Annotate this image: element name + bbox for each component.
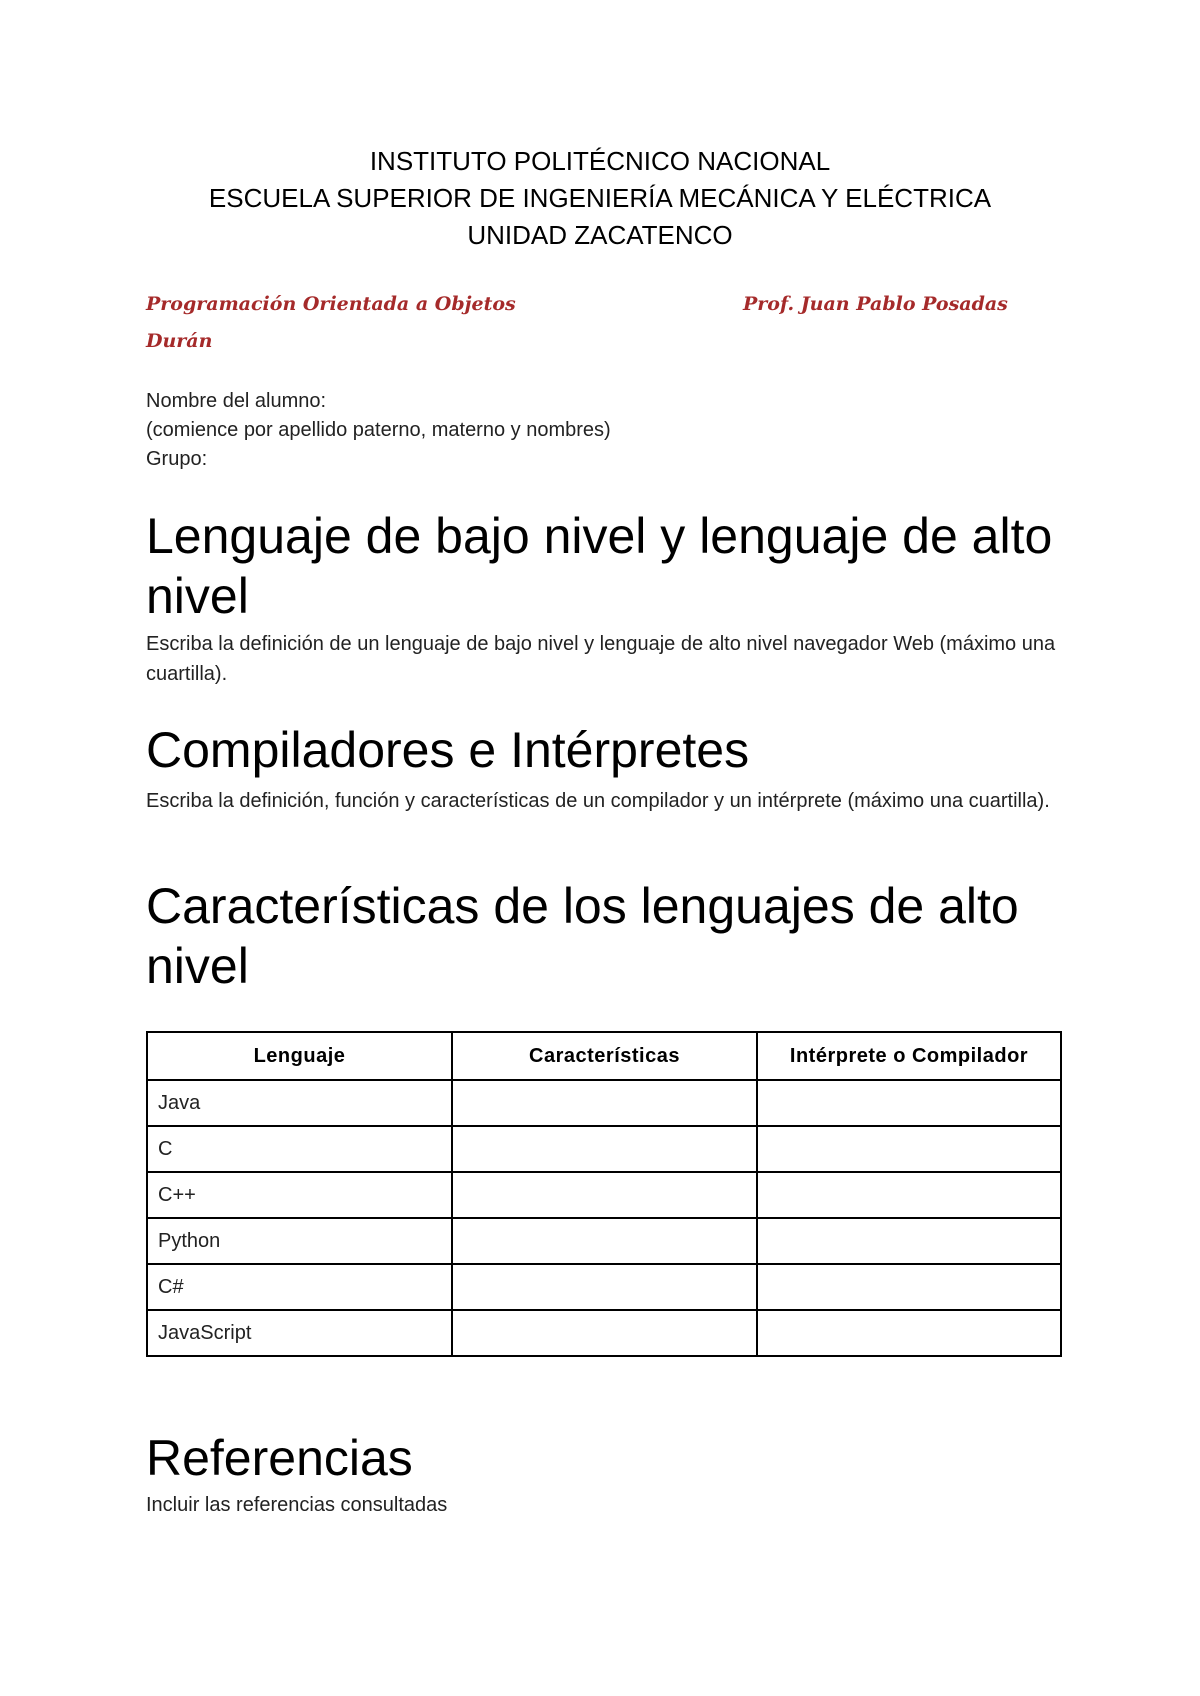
table-cell-language: C	[147, 1126, 452, 1172]
table-cell-characteristics[interactable]	[452, 1126, 757, 1172]
languages-table	[146, 1031, 1062, 1357]
group-label: Grupo:	[146, 448, 208, 470]
table-cell-type[interactable]	[757, 1080, 1061, 1126]
table-row	[147, 1126, 1061, 1172]
table-header-interprete-compilador: Intérprete o Compilador	[757, 1032, 1061, 1080]
table-row	[147, 1172, 1061, 1218]
table-row	[147, 1218, 1061, 1264]
professor-name: Prof. Juan Pablo Posadas	[743, 293, 1008, 315]
table-cell-characteristics[interactable]	[452, 1264, 757, 1310]
table-header-lenguaje: Lenguaje	[147, 1032, 452, 1080]
table-cell-type[interactable]	[757, 1126, 1061, 1172]
table-cell-language: Java	[147, 1080, 452, 1126]
table-cell-characteristics[interactable]	[452, 1310, 757, 1356]
campus-name: UNIDAD ZACATENCO	[467, 220, 733, 250]
section-title-referencias: Referencias	[146, 1430, 413, 1486]
student-name-hint: (comience por apellido paterno, materno y nombres)	[146, 419, 611, 441]
section-title-caracteristicas: Características de los lenguajes de alto nivel	[146, 878, 1019, 994]
table-cell-type[interactable]	[757, 1310, 1061, 1356]
table-header-caracteristicas: Características	[452, 1032, 757, 1080]
section-title-bajo-nivel: Lenguaje de bajo nivel y lenguaje de alto nivel	[146, 508, 1053, 624]
table-cell-language: C#	[147, 1264, 452, 1310]
section-title-compiladores: Compiladores e Intérpretes	[146, 722, 750, 778]
section-text-compiladores: Escriba la definición, función y características de un compilador y un intérprete (máximo una cuartilla).	[146, 790, 1050, 812]
table-row	[147, 1264, 1061, 1310]
table-cell-language: Python	[147, 1218, 452, 1264]
table-cell-type[interactable]	[757, 1264, 1061, 1310]
institution-header	[0, 143, 1200, 254]
section-text-bajo-nivel: Escriba la definición de un lenguaje de bajo nivel y lenguaje de alto nivel navegador Web (máximo una cuartilla).	[146, 633, 1056, 685]
section-text-referencias: Incluir las referencias consultadas	[146, 1494, 448, 1516]
table-cell-language: C++	[147, 1172, 452, 1218]
school-name: ESCUELA SUPERIOR DE INGENIERÍA MECÁNICA Y ELÉCTRICA	[208, 183, 992, 213]
table-cell-characteristics[interactable]	[452, 1172, 757, 1218]
student-name-label: Nombre del alumno:	[146, 390, 327, 412]
table-cell-characteristics[interactable]	[452, 1080, 757, 1126]
table-cell-type[interactable]	[757, 1172, 1061, 1218]
student-info	[146, 387, 611, 474]
institution-name: INSTITUTO POLITÉCNICO NACIONAL	[369, 146, 831, 176]
table-cell-language: JavaScript	[147, 1310, 452, 1356]
table-row	[147, 1310, 1061, 1356]
table-row	[147, 1080, 1061, 1126]
table-header-row	[147, 1032, 1061, 1080]
table-cell-type[interactable]	[757, 1218, 1061, 1264]
professor-name-continued: Durán	[146, 330, 213, 352]
course-name: Programación Orientada a Objetos	[146, 293, 516, 315]
table-cell-characteristics[interactable]	[452, 1218, 757, 1264]
